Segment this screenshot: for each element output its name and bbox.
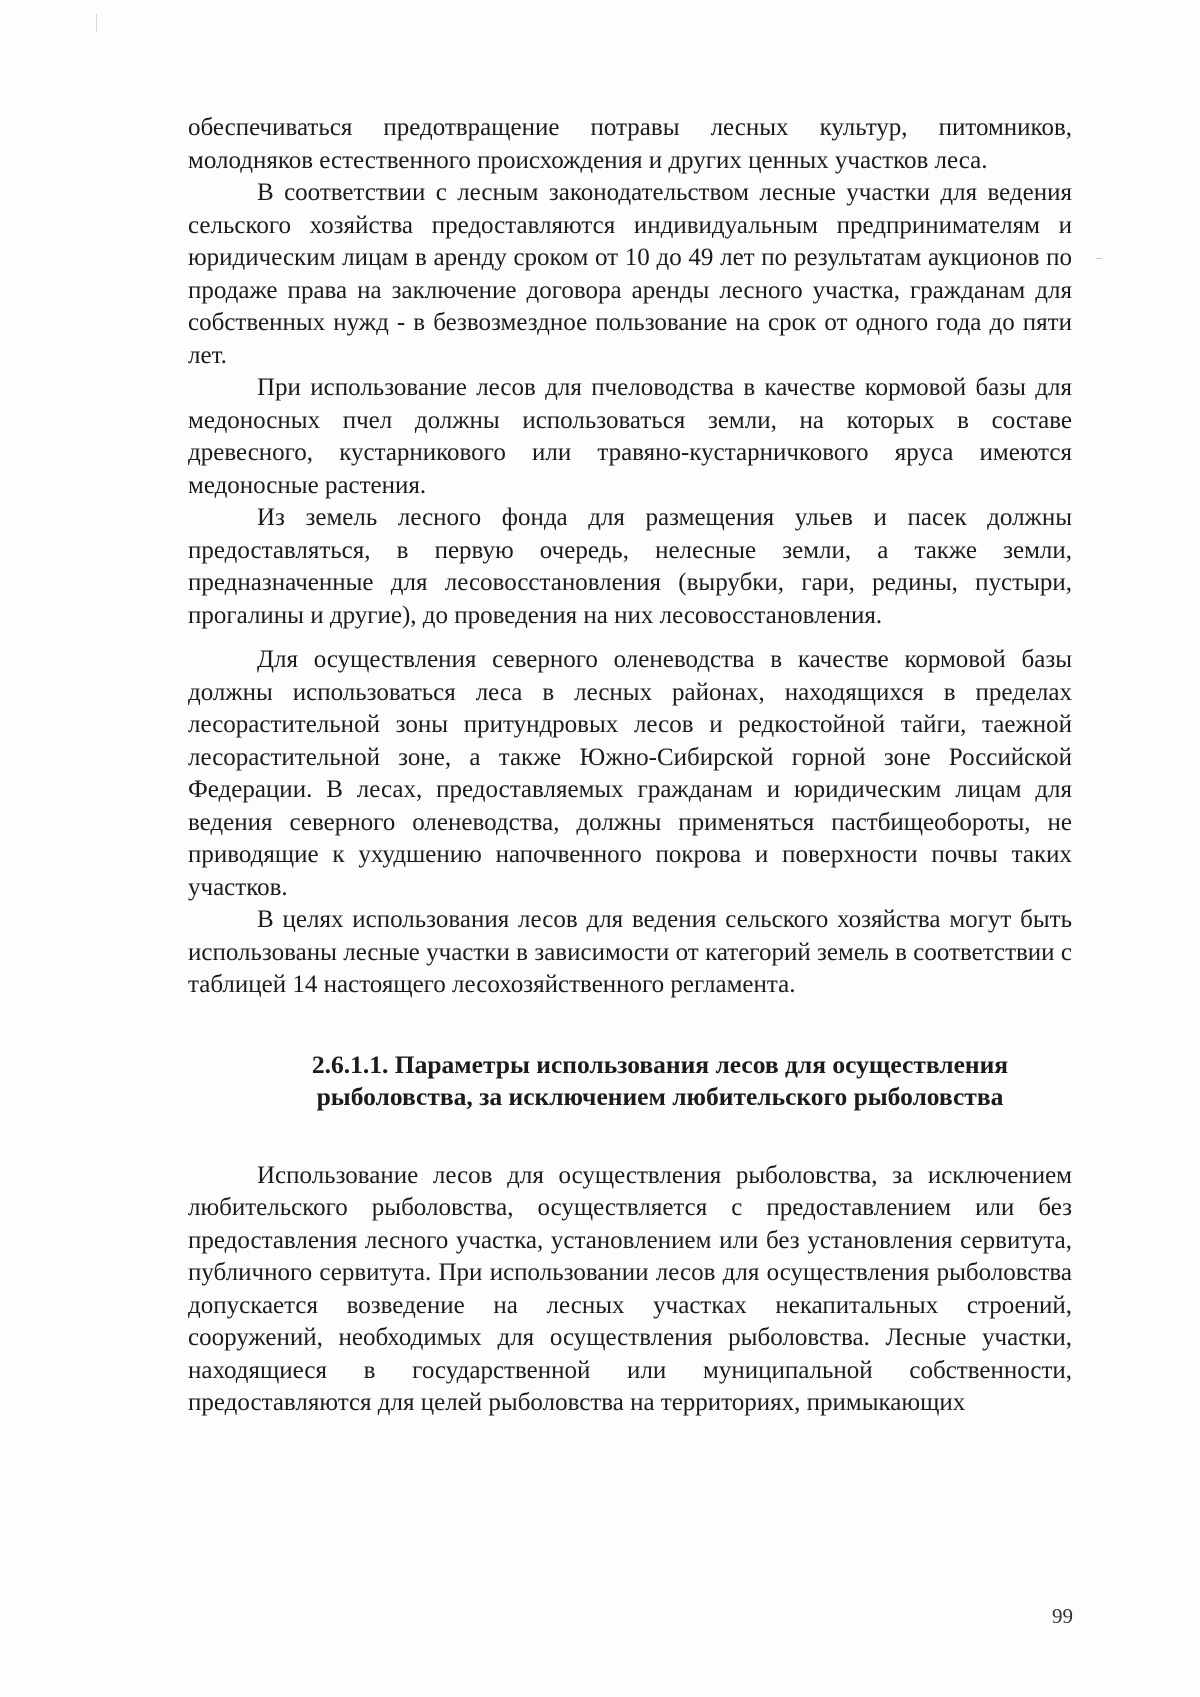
section-heading [188, 1049, 1072, 1113]
paragraph-table-reference: В целях использования лесов для ведения сельского хозяйства могут быть использованы лесные участки в зависимости от категорий земель в соответствии с таблицей 14 настоящего лесохозяйственного регламента. [188, 906, 1072, 998]
paragraph-beekeeping: При использование лесов для пчеловодства в качестве кормовой базы для медоносных пчел должны использоваться земли, на которых в составе древесного, кустарникового или травяно-кустарничкового яруса имеются медоносные растения. [188, 374, 1072, 499]
document-body [188, 112, 1072, 1420]
paragraph-fishing: Использование лесов для осуществления рыболовства, за исключением любительского рыболовства, осуществляется с предоставлением или без предоставления лесного участка, установлением или без установления сервитута, публичного сервитута. При использовании лесов для осуществления рыболовства допускается возведение на лесных участках некапитальных строений, сооружений, необходимых для осуществления рыболовства. Лесные участки, находящиеся в государственной или муниципальной собственности, предоставляются для целей рыболовства на территориях, примыкающих [188, 1161, 1072, 1416]
paragraph-continuation: обеспечиваться предотвращение потравы лесных культур, питомников, молодняков естественного происхождения и других ценных участков леса. [188, 114, 1072, 174]
section-heading-line-2: рыболовства, за исключением любительского рыболовства [316, 1081, 1004, 1111]
page-number: 99 [1052, 1604, 1073, 1628]
section-heading-line-1: 2.6.1.1. Параметры использования лесов для осуществления [311, 1049, 1009, 1079]
paragraph-reindeer-herding: Для осуществления северного оленеводства в качестве кормовой базы должны использоваться леса в лесных районах, находящихся в пределах лесорастительной зоны притундровых лесов и редкостойной тайги, таежной лесорастительной зоне, а также Южно-Сибирской горной зоне Российской Федерации. В лесах, предоставляемых гражданам и юридическим лицам для ведения северного оленеводства, должны применяться пастбищеобороты, не приводящие к ухудшению напочвенного покрова и поверхности почвы таких участков. [188, 646, 1072, 901]
paragraph-apiary-lands: Из земель лесного фонда для размещения ульев и пасек должны предоставляться, в первую очередь, нелесные земли, а также земли, предназначенные для лесовосстановления (вырубки, гари, редины, пустыри, прогалины и другие), до проведения на них лесовосстановления. [188, 504, 1072, 629]
scan-artifact [1096, 258, 1102, 259]
paragraph-agriculture-lease: В соответствии с лесным законодательством лесные участки для ведения сельского хозяйства предоставляются индивидуальным предпринимателям и юридическим лицам в аренду сроком от 10 до 49 лет по результатам аукционов по продаже права на заключение договора аренды лесного участка, гражданам для собственных нужд - в безвозмездное пользование на срок от одного года до пяти лет. [188, 179, 1072, 369]
scan-artifact [96, 14, 97, 32]
